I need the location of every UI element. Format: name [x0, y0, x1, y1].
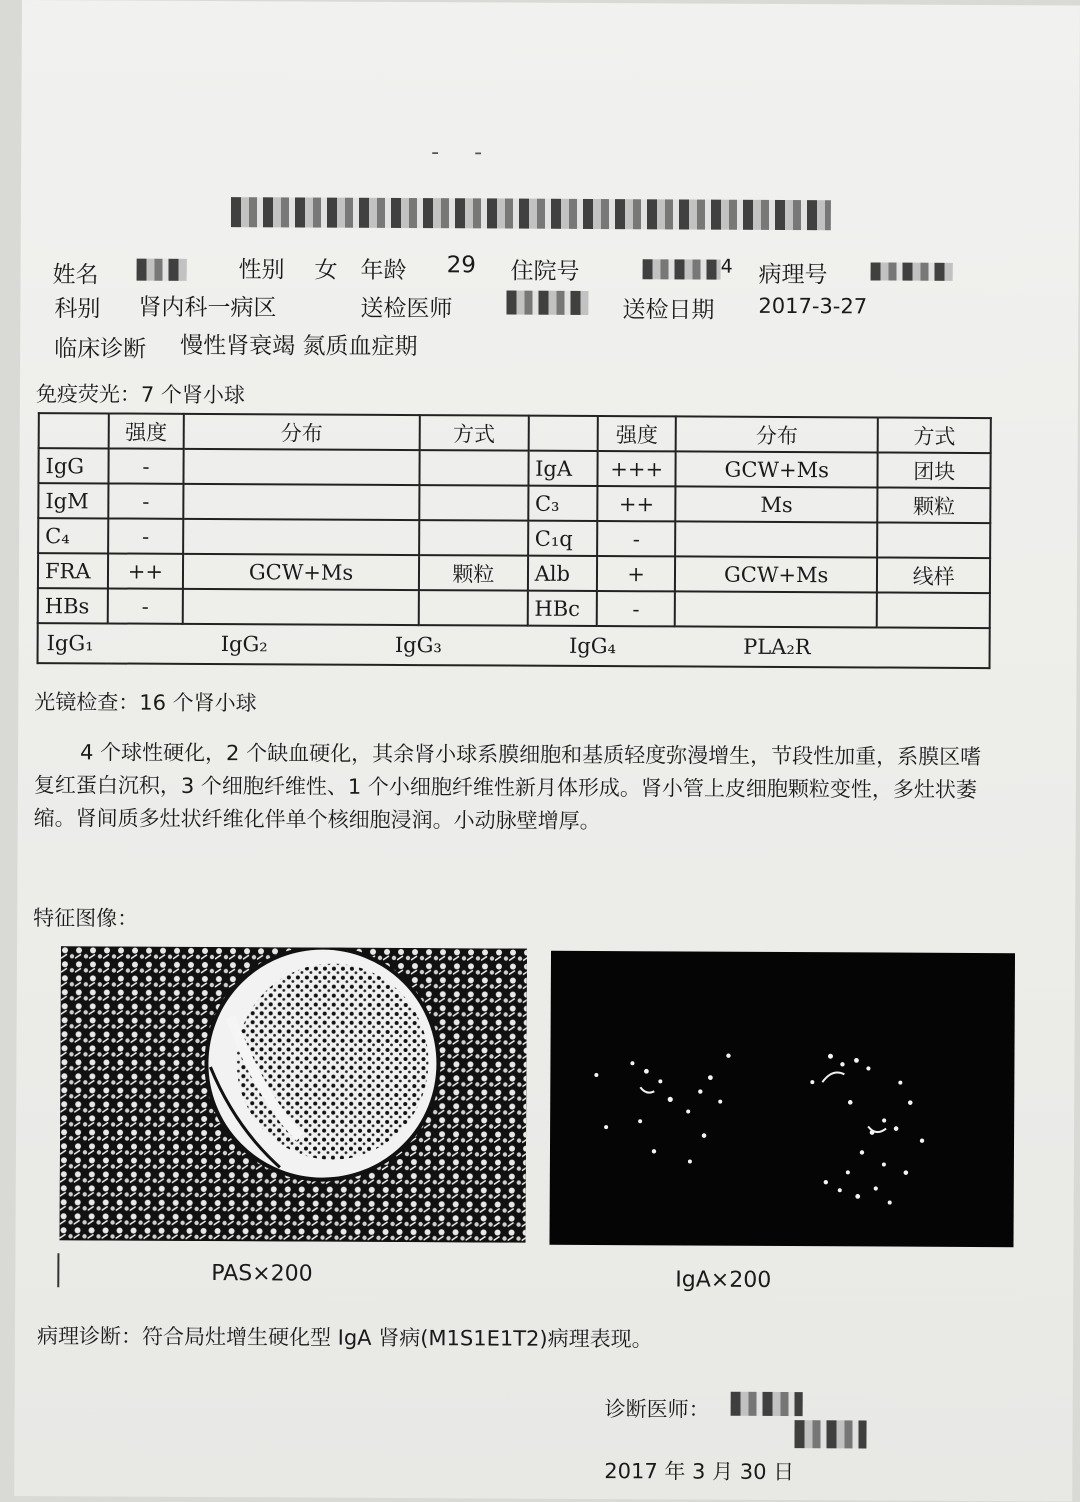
redacted-pathology-no [871, 262, 953, 280]
marker-name: IgG [38, 448, 108, 483]
diagnosis-value: 慢性肾衰竭 氮质血症期 [180, 332, 418, 361]
redacted-doctor-signature [731, 1392, 803, 1416]
distribution-cell [184, 449, 420, 485]
mode-cell: 颗粒 [419, 555, 528, 591]
redacted-name [137, 259, 187, 281]
iga-micrograph-image [549, 951, 1015, 1247]
marker-name: IgM [38, 483, 108, 518]
margin-mark [57, 1253, 59, 1287]
mode-cell [877, 592, 990, 628]
table-row [38, 553, 990, 593]
subclass-igg3: IgG₃ [394, 632, 442, 658]
light-heading: 光镜检查：16 个肾小球 [34, 690, 257, 716]
intensity-cell: - [108, 483, 184, 518]
title-dashes: - - [431, 140, 483, 166]
marker-name: FRA [38, 553, 108, 588]
light-paragraph: 4 个球性硬化，2 个缺血硬化，其余肾小球系膜细胞和基质轻度弥漫增生，节段性加重，系膜区嗜复红蛋白沉积，3 个细胞纤维性、1 个小细胞纤维性新月体形成。肾小管上皮细胞颗粒变性，多灶状萎缩。肾间质多灶状纤维化伴单个核细胞浸润。小动脉壁增厚。 [33, 740, 982, 834]
report-page [14, 0, 1080, 1502]
col-header: 分布 [184, 414, 420, 450]
table-row [38, 518, 990, 558]
distribution-cell [183, 589, 419, 625]
dept-value: 肾内科一病区 [138, 294, 277, 322]
subclass-igg1: IgG₁ [46, 631, 94, 656]
col-header: 方式 [878, 417, 991, 453]
sex-label: 性别 [238, 257, 285, 284]
distribution-cell: Ms [675, 486, 878, 522]
date-label: 送检日期 [622, 297, 715, 324]
distribution-cell [675, 591, 878, 627]
name-label: 姓名 [52, 262, 99, 289]
marker-name: HBs [38, 588, 108, 623]
distribution-cell [675, 521, 878, 557]
images-heading: 特征图像： [33, 906, 139, 931]
mode-cell [419, 590, 528, 626]
marker-name: C₄ [38, 518, 108, 553]
mode-cell: 团块 [878, 452, 991, 488]
intensity-cell: ++ [108, 553, 184, 588]
mode-cell [877, 522, 990, 558]
table-row [38, 483, 990, 523]
col-header: 强度 [108, 413, 184, 448]
immuno-table [37, 412, 992, 669]
subclass-pla2r: PLA₂R [743, 634, 811, 660]
age-value: 29 [446, 252, 476, 279]
intensity-cell: - [108, 448, 184, 483]
report-date: 2017 年 3 月 30 日 [604, 1459, 795, 1485]
col-header: 方式 [420, 415, 529, 451]
table-row [38, 588, 990, 628]
redacted-hospital-title [231, 197, 831, 230]
pathology-label: 病理号 [758, 261, 828, 289]
mode-cell [419, 450, 528, 486]
diagnosing-doctor-label: 诊断医师： [604, 1397, 710, 1422]
redacted-seal [794, 1420, 866, 1448]
mode-cell: 线样 [877, 557, 990, 593]
table-row [38, 448, 990, 488]
marker-name: HBc [527, 591, 597, 626]
pas-micrograph [60, 946, 528, 1242]
sex-value: 女 [314, 257, 338, 284]
intensity-cell: - [107, 588, 183, 623]
pathology-diagnosis: 病理诊断：符合局灶增生硬化型 IgA 肾病(M1S1E1T2)病理表现。 [36, 1324, 653, 1352]
intensity-cell: - [108, 518, 184, 553]
col-header: 强度 [598, 416, 676, 451]
intensity-cell: + [597, 556, 675, 591]
redacted-admission-no [643, 259, 721, 279]
iga-micrograph [549, 951, 1015, 1247]
date-value: 2017-3-27 [758, 293, 868, 319]
diagnosis-label: 临床诊断 [54, 336, 147, 363]
distribution-cell [183, 519, 419, 555]
col-header: 分布 [676, 416, 879, 452]
distribution-cell: GCW+Ms [675, 451, 878, 487]
dept-label: 科别 [54, 296, 101, 323]
admission-value-tail: 4 [720, 255, 733, 278]
marker-name: IgA [528, 451, 598, 486]
distribution-cell: GCW+Ms [675, 556, 878, 592]
iga-caption: IgA×200 [675, 1267, 772, 1293]
redacted-doctor [506, 291, 588, 315]
immuno-heading: 免疫荧光：7 个肾小球 [35, 382, 246, 408]
mode-cell [419, 520, 528, 556]
intensity-cell: ++ [598, 486, 676, 521]
intensity-cell: - [597, 521, 675, 556]
admission-label: 住院号 [510, 258, 580, 285]
marker-name: C₁q [528, 521, 598, 556]
subclass-igg2: IgG₂ [220, 632, 268, 657]
intensity-cell: +++ [598, 451, 676, 486]
marker-name: C₃ [528, 486, 598, 521]
mode-cell: 颗粒 [878, 487, 991, 523]
pas-caption: PAS×200 [211, 1261, 313, 1287]
age-label: 年龄 [360, 257, 407, 285]
pas-micrograph-image [60, 946, 528, 1242]
table-header-row [39, 413, 991, 453]
subclass-row [38, 623, 990, 668]
marker-name: Alb [528, 556, 598, 591]
subclass-igg4: IgG₄ [568, 633, 617, 659]
doctor-label: 送检医师 [360, 295, 453, 323]
intensity-cell: - [597, 591, 675, 626]
mode-cell [419, 485, 528, 521]
distribution-cell: GCW+Ms [183, 554, 419, 590]
distribution-cell [183, 484, 419, 520]
